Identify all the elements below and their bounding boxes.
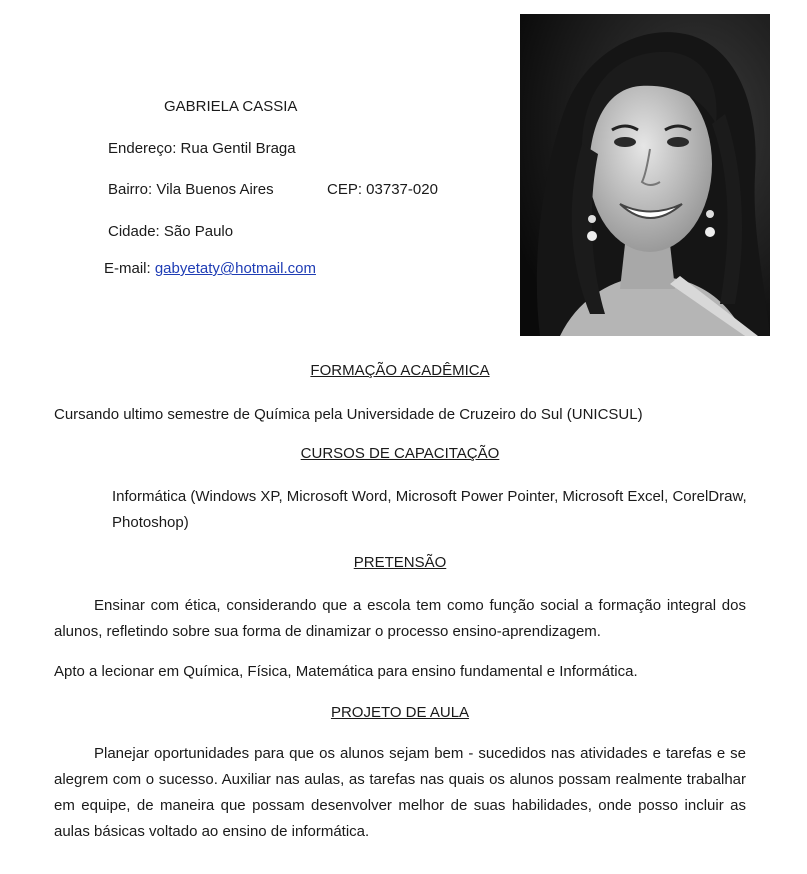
address-line: Endereço: Rua Gentil Braga bbox=[108, 140, 296, 157]
formacao-text: Cursando ultimo semestre de Química pela Universidade de Cruzeiro do Sul (UNICSUL) bbox=[54, 406, 643, 423]
neighborhood-line: Bairro: Vila Buenos Aires bbox=[108, 181, 274, 198]
section-title-pretensao: PRETENSÃO bbox=[353, 554, 447, 571]
email-row bbox=[104, 260, 316, 277]
email-label: E-mail: bbox=[104, 260, 155, 277]
candidate-name: GABRIELA CASSIA bbox=[164, 98, 298, 115]
email-link[interactable]: gabyetaty@hotmail.com bbox=[154, 260, 316, 277]
cep-line: CEP: 03737-020 bbox=[327, 181, 438, 198]
apto-text: Apto a lecionar em Química, Física, Matemática para ensino fundamental e Informática. bbox=[54, 663, 638, 680]
section-title-projeto: PROJETO DE AULA bbox=[330, 704, 470, 721]
cursos-text: Informática (Windows XP, Microsoft Word, Microsoft Power Pointer, Microsoft Excel, CorelDraw, Photoshop) bbox=[112, 488, 747, 531]
portrait-photo bbox=[520, 14, 770, 336]
pretensao-text: Ensinar com ética, considerando que a escola tem como função social a formação integral dos alunos, refletindo sobre sua forma de dinamizar o processo ensino-aprendizagem. bbox=[54, 597, 746, 640]
projeto-text: Planejar oportunidades para que os alunos sejam bem - sucedidos nas atividades e tarefas e se alegrem com o sucesso. Auxiliar nas aulas, as tarefas nas quais os alunos possam realmente trabalhar em equipe, de maneira que possam desenvolver melhor de suas habilidades, onde posso incluir as aulas básicas voltado ao ensino de informática. bbox=[54, 745, 746, 840]
portrait-illustration bbox=[520, 14, 770, 336]
section-title-cursos: CURSOS DE CAPACITAÇÃO bbox=[300, 445, 500, 462]
section-title-formacao: FORMAÇÃO ACADÊMICA bbox=[310, 362, 490, 379]
city-line: Cidade: São Paulo bbox=[108, 223, 234, 240]
